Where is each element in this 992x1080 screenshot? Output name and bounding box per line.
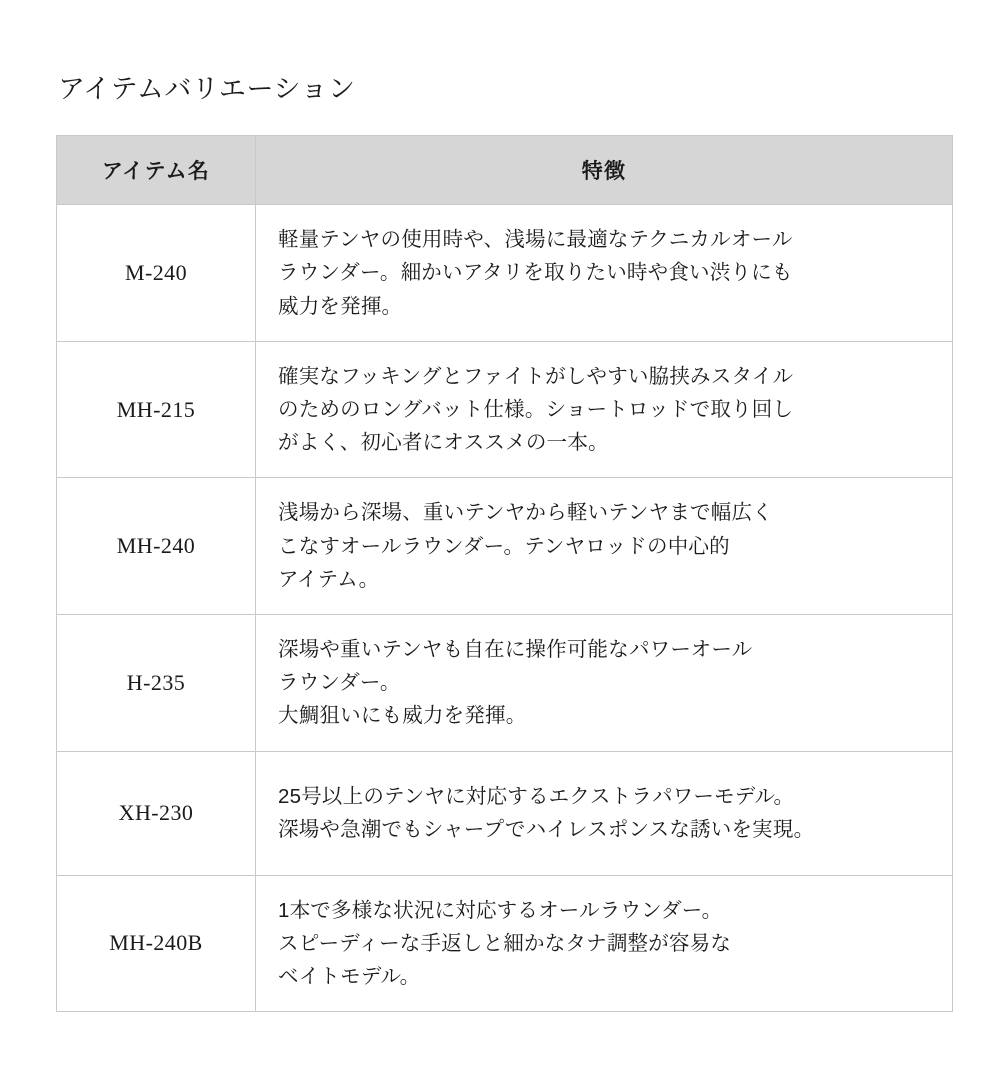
- table-row: [57, 205, 953, 342]
- feature-line: 25号以上のテンヤに対応するエクストラパワーモデル。: [278, 784, 795, 808]
- item-feature-cell: [256, 751, 953, 875]
- feature-line: 浅場から深場、重いテンヤから軽いテンヤまで幅広く: [278, 501, 773, 525]
- item-feature-cell: [256, 478, 953, 615]
- item-name-cell: MH-240B: [57, 875, 256, 1012]
- table-row: [57, 751, 953, 875]
- item-feature-cell: [256, 341, 953, 478]
- item-name-cell: MH-240: [57, 478, 256, 615]
- item-name-cell: XH-230: [57, 751, 256, 875]
- feature-line: こなすオールラウンダー。テンヤロッドの中心的: [278, 534, 730, 558]
- feature-line: 深場や重いテンヤも自在に操作可能なパワーオール: [278, 637, 753, 661]
- table-header-row: [57, 136, 953, 205]
- item-feature-cell: [256, 614, 953, 751]
- table-row: [57, 875, 953, 1012]
- feature-line: ラウンダー。細かいアタリを取りたい時や食い渋りにも: [278, 261, 793, 285]
- table-body: [57, 205, 953, 1012]
- item-variation-table: [56, 135, 953, 1012]
- feature-line: 1本で多様な状況に対応するオールラウンダー。: [278, 898, 723, 922]
- item-name-cell: H-235: [57, 614, 256, 751]
- table-row: [57, 478, 953, 615]
- feature-line: 大鯛狙いにも威力を発揮。: [278, 704, 527, 728]
- item-name-cell: MH-215: [57, 341, 256, 478]
- feature-line: ラウンダー。: [278, 671, 401, 695]
- feature-line: 確実なフッキングとファイトがしやすい脇挟みスタイル: [278, 364, 794, 388]
- column-header-feature: 特徴: [256, 136, 953, 205]
- feature-line: 深場や急潮でもシャープでハイレスポンスな誘いを実現。: [278, 818, 815, 842]
- page-title: アイテムバリエーション: [58, 74, 356, 104]
- feature-line: スピーディーな手返しと細かなタナ調整が容易な: [278, 931, 732, 955]
- feature-line: アイテム。: [278, 567, 380, 591]
- feature-line: ベイトモデル。: [278, 964, 421, 988]
- table-row: [57, 341, 953, 478]
- item-feature-cell: [256, 875, 953, 1012]
- item-feature-cell: [256, 205, 953, 342]
- feature-line: がよく、初心者にオススメの一本。: [278, 431, 609, 455]
- feature-line: のためのロングバット仕様。ショートロッドで取り回し: [278, 397, 794, 421]
- table-row: [57, 614, 953, 751]
- column-header-item-name: アイテム名: [57, 136, 256, 205]
- item-name-cell: M-240: [57, 205, 256, 342]
- feature-line: 威力を発揮。: [278, 294, 403, 318]
- table-header: [57, 136, 953, 205]
- feature-line: 軽量テンヤの使用時や、浅場に最適なテクニカルオール: [278, 228, 793, 252]
